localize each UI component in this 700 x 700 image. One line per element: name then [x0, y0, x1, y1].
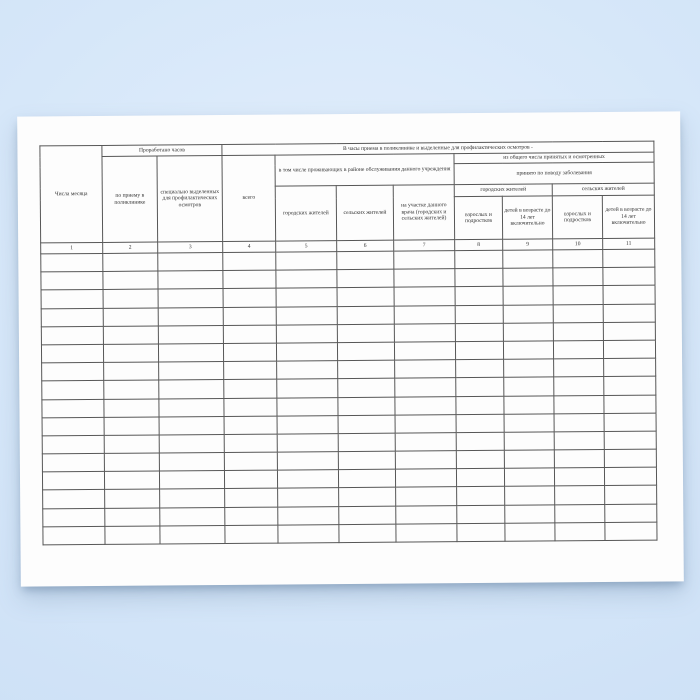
empty-cell	[603, 322, 655, 341]
empty-cell	[160, 489, 225, 508]
empty-cell	[605, 486, 657, 505]
empty-cell	[278, 524, 339, 543]
empty-cell	[554, 377, 604, 396]
empty-cell	[456, 359, 504, 378]
empty-cell	[603, 285, 655, 304]
empty-cell	[554, 413, 604, 432]
empty-cell	[104, 453, 159, 472]
empty-cell	[604, 358, 656, 377]
empty-cell	[503, 304, 553, 323]
empty-cell	[224, 470, 277, 489]
empty-cell	[105, 508, 160, 527]
column-number-cell: 9	[503, 239, 553, 250]
empty-cell	[159, 398, 224, 417]
empty-cell	[103, 326, 158, 345]
empty-cell	[456, 469, 504, 488]
empty-cell	[394, 251, 455, 270]
empty-cell	[278, 488, 339, 507]
column-number-cell: 3	[158, 242, 223, 254]
empty-cell	[223, 252, 276, 271]
empty-cell	[42, 453, 104, 472]
empty-cell	[603, 340, 655, 359]
header-adults-urban: взрослых и подростков	[454, 196, 502, 239]
empty-cell	[604, 431, 656, 450]
empty-cell	[160, 507, 225, 526]
empty-cell	[554, 359, 604, 378]
empty-cell	[553, 250, 603, 269]
header-rural-residents: сельских жителей	[336, 185, 393, 240]
empty-cell	[503, 286, 553, 305]
header-adults-rural: взрослых и подростков	[552, 196, 602, 239]
empty-cell	[224, 361, 277, 380]
empty-cell	[395, 433, 456, 452]
empty-cell	[394, 305, 455, 324]
empty-cell	[103, 289, 158, 308]
empty-cell	[276, 343, 337, 362]
empty-cell	[456, 414, 504, 433]
empty-cell	[503, 268, 553, 287]
empty-cell	[103, 344, 158, 363]
empty-cell	[223, 325, 276, 344]
empty-cell	[337, 324, 394, 343]
column-number-cell: 6	[337, 240, 394, 251]
empty-cell	[456, 432, 504, 451]
header-rows	[40, 141, 655, 254]
empty-cell	[604, 449, 656, 468]
empty-cell	[337, 269, 394, 288]
empty-cell	[42, 381, 104, 400]
empty-cell	[277, 452, 338, 471]
empty-cell	[504, 395, 554, 414]
empty-cell	[104, 399, 159, 418]
empty-cell	[159, 434, 224, 453]
empty-cell	[604, 467, 656, 486]
empty-cell	[504, 414, 554, 433]
empty-cell	[225, 507, 278, 526]
empty-cell	[159, 362, 224, 381]
empty-cell	[159, 453, 224, 472]
empty-cell	[223, 343, 276, 362]
empty-cell	[337, 251, 394, 270]
empty-cell	[338, 360, 395, 379]
empty-cell	[395, 451, 456, 470]
header-of-total-examined-group: из общего числа принятых и осмотренных	[454, 152, 654, 164]
column-number-cell: 8	[455, 239, 503, 250]
empty-cell	[158, 307, 223, 326]
header-total: всего	[222, 155, 276, 241]
empty-cell	[338, 397, 395, 416]
empty-cell	[224, 379, 277, 398]
empty-cell	[104, 417, 159, 436]
empty-cell	[277, 397, 338, 416]
empty-cell	[553, 322, 603, 341]
empty-cell	[158, 325, 223, 344]
empty-cell	[455, 268, 503, 287]
empty-cell	[395, 378, 456, 397]
empty-cell	[603, 249, 655, 268]
empty-cell	[339, 506, 396, 525]
empty-cell	[396, 505, 457, 524]
column-number-cell: 11	[603, 238, 655, 249]
empty-cell	[505, 523, 555, 542]
empty-cell	[224, 398, 277, 417]
header-specially-allocated: специально выделенных для профилактических осмотров	[157, 156, 223, 243]
empty-cell	[504, 359, 554, 378]
empty-cell	[395, 360, 456, 379]
empty-cell	[503, 341, 553, 360]
empty-cell	[456, 396, 504, 415]
empty-cell	[603, 304, 655, 323]
empty-cell	[505, 486, 555, 505]
empty-cell	[455, 287, 503, 306]
empty-cell	[555, 522, 605, 541]
header-days: Числа месяца	[40, 145, 103, 242]
header-urban-residents: городских жителей	[275, 186, 336, 241]
empty-cell	[104, 380, 159, 399]
empty-cell	[554, 450, 604, 469]
empty-cell	[42, 472, 104, 491]
header-children-urban: детей в возрасте до 14 лет включительно	[502, 196, 552, 239]
empty-cell	[276, 324, 337, 343]
empty-cell	[337, 288, 394, 307]
empty-cell	[338, 415, 395, 434]
empty-cell	[504, 432, 554, 451]
empty-cell	[223, 307, 276, 326]
empty-cell	[42, 417, 104, 436]
empty-cell	[337, 342, 394, 361]
column-number-cell: 7	[394, 240, 455, 251]
empty-cell	[396, 487, 457, 506]
empty-cell	[505, 505, 555, 524]
empty-cell	[503, 250, 553, 269]
empty-cell	[456, 378, 504, 397]
empty-cell	[395, 396, 456, 415]
empty-cell	[41, 344, 103, 363]
empty-cell	[555, 486, 605, 505]
header-residents-group: в том числе проживающих в районе обслуживания данного учреждения	[275, 154, 454, 186]
empty-cell	[457, 523, 505, 542]
empty-cell	[103, 271, 158, 290]
column-number-cell: 10	[553, 239, 603, 250]
paper-sheet	[17, 111, 684, 586]
empty-cell	[277, 433, 338, 452]
empty-cell	[104, 362, 159, 381]
empty-cell	[554, 395, 604, 414]
empty-cell	[396, 523, 457, 542]
empty-cell	[105, 526, 160, 545]
empty-cell	[605, 522, 657, 541]
header-children-rural: детей в возрасте до 14 лет включительно	[602, 195, 654, 238]
empty-cell	[159, 380, 224, 399]
empty-cell	[553, 340, 603, 359]
empty-cell	[41, 253, 103, 272]
empty-cell	[339, 524, 396, 543]
column-number-cell: 1	[41, 242, 103, 253]
empty-cell	[395, 469, 456, 488]
empty-cell	[158, 271, 223, 290]
empty-cell	[41, 308, 103, 327]
empty-cell	[105, 489, 160, 508]
empty-cell	[224, 416, 277, 435]
empty-cell	[277, 379, 338, 398]
column-number-cell: 2	[103, 242, 158, 253]
empty-cell	[104, 471, 159, 490]
empty-cell	[603, 267, 655, 286]
empty-cell	[223, 288, 276, 307]
header-doctor-district: на участке данного врача (городских и сельских жителей)	[393, 185, 454, 240]
empty-cell	[553, 286, 603, 305]
empty-cell	[338, 433, 395, 452]
table-row	[43, 522, 657, 545]
empty-cell	[41, 272, 103, 291]
empty-cell	[457, 505, 505, 524]
empty-cell	[605, 504, 657, 523]
empty-cell	[158, 253, 223, 272]
empty-cell	[338, 378, 395, 397]
empty-cell	[553, 304, 603, 323]
empty-cell	[224, 452, 277, 471]
empty-cell	[276, 288, 337, 307]
header-worked-hours-group: Проработано часов	[102, 145, 222, 157]
empty-cell	[504, 468, 554, 487]
empty-cell	[394, 342, 455, 361]
header-by-reception: по приему в поликлинике	[102, 156, 158, 242]
empty-cell	[503, 323, 553, 342]
empty-cell	[276, 270, 337, 289]
empty-cell	[394, 269, 455, 288]
empty-cell	[457, 487, 505, 506]
header-urban-group: городских жителей	[454, 184, 552, 197]
empty-cell	[276, 252, 337, 271]
empty-cell	[604, 395, 656, 414]
empty-cell	[42, 363, 104, 382]
empty-cell	[277, 415, 338, 434]
empty-cell	[394, 323, 455, 342]
empty-cell	[554, 468, 604, 487]
empty-cell	[604, 413, 656, 432]
empty-cell	[455, 323, 503, 342]
empty-cell	[43, 526, 105, 545]
empty-cell	[224, 434, 277, 453]
empty-cell	[455, 341, 503, 360]
empty-cell	[103, 308, 158, 327]
data-rows	[41, 249, 657, 545]
header-disease-group: принято по поводу заболевания	[454, 162, 654, 185]
empty-cell	[158, 343, 223, 362]
column-number-cell: 4	[223, 241, 276, 252]
empty-cell	[395, 414, 456, 433]
empty-cell	[159, 416, 224, 435]
empty-cell	[504, 450, 554, 469]
empty-cell	[43, 490, 105, 509]
header-rural-group: сельских жителей	[552, 183, 654, 196]
empty-cell	[42, 399, 104, 418]
empty-cell	[104, 435, 159, 454]
header-reception-hours-group: В часы приема в поликлинике и выделенные для профилактических осмотров -	[222, 141, 654, 155]
column-number-cell: 5	[276, 241, 337, 252]
empty-cell	[225, 489, 278, 508]
empty-cell	[554, 431, 604, 450]
empty-cell	[160, 525, 225, 544]
empty-cell	[604, 376, 656, 395]
empty-cell	[158, 289, 223, 308]
empty-cell	[43, 508, 105, 527]
empty-cell	[225, 525, 278, 544]
empty-cell	[553, 268, 603, 287]
empty-cell	[504, 377, 554, 396]
empty-cell	[276, 306, 337, 325]
empty-cell	[555, 504, 605, 523]
empty-cell	[41, 326, 103, 345]
empty-cell	[277, 361, 338, 380]
empty-cell	[103, 253, 158, 272]
empty-cell	[338, 469, 395, 488]
empty-cell	[337, 306, 394, 325]
empty-cell	[42, 435, 104, 454]
empty-cell	[277, 470, 338, 489]
empty-cell	[278, 506, 339, 525]
empty-cell	[159, 471, 224, 490]
empty-cell	[456, 450, 504, 469]
empty-cell	[455, 250, 503, 269]
empty-cell	[223, 270, 276, 289]
empty-cell	[338, 451, 395, 470]
empty-cell	[455, 305, 503, 324]
empty-cell	[394, 287, 455, 306]
form-table	[39, 141, 657, 546]
empty-cell	[41, 290, 103, 309]
empty-cell	[339, 488, 396, 507]
